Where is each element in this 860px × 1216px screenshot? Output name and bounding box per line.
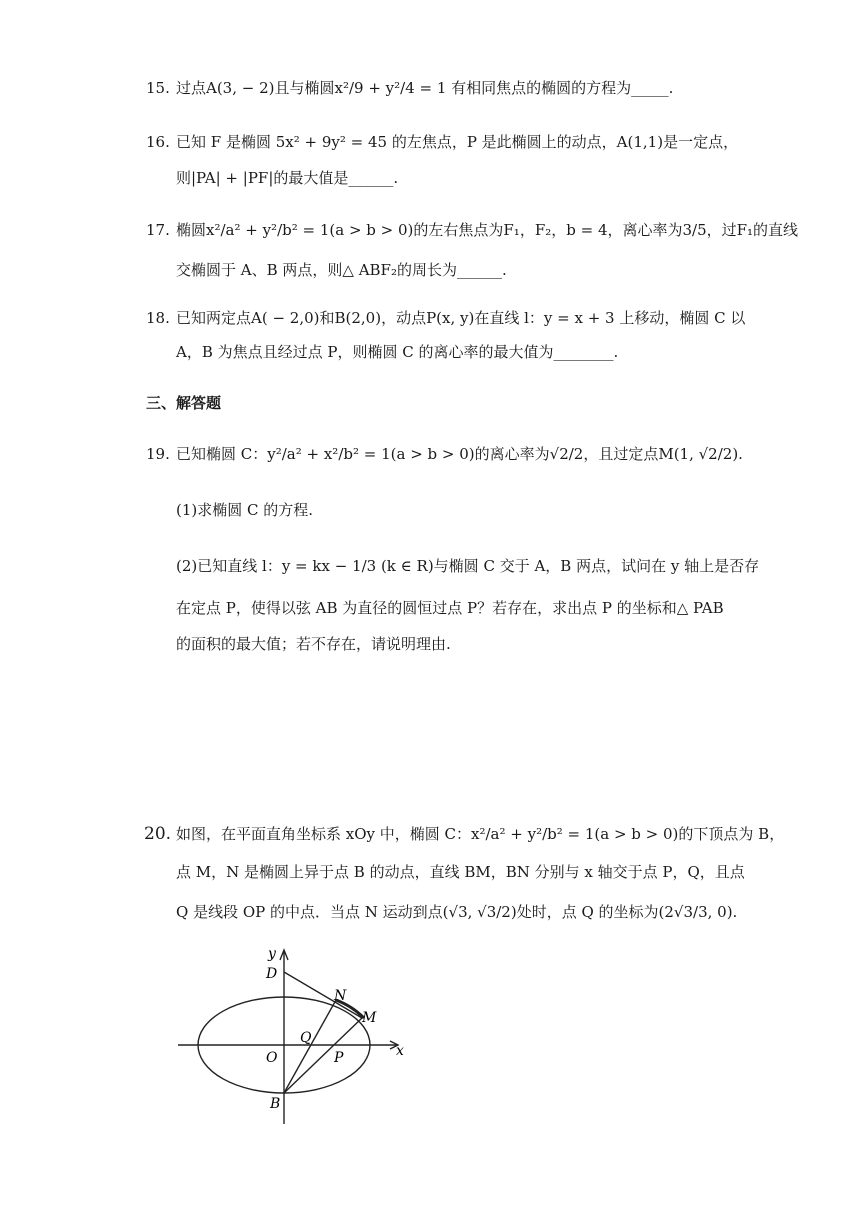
- question-text-line2: 交椭圆于 A、B 两点，则△ ABF₂的周长为______.: [176, 261, 507, 279]
- line-BM: [284, 1018, 362, 1093]
- question-19-part-2-line1: (2)已知直线 l：y = kx − 1/3 (k ∈ R)与椭圆 C 交于 A，B 两点，试问在 y 轴上是否存: [176, 557, 760, 575]
- question-text: 已知两定点A( − 2,0)和B(2,0)，动点P(x, y)在直线 l：y = x + 3 上移动，椭圆 C 以: [176, 309, 746, 327]
- question-number: 16.: [146, 133, 170, 151]
- question-text: 椭圆x²/a² + y²/b² = 1(a > b > 0)的左右焦点为F₁，F₂，b = 4，离心率为3/5，过F₁的直线: [176, 221, 799, 239]
- ellipse-figure: [176, 938, 416, 1128]
- question-20-line3: Q 是线段 OP 的中点．当点 N 运动到点(√3, √3/2)处时，点 Q 的坐标为(2√3/3, 0).: [176, 903, 738, 921]
- label-O: O: [266, 1050, 278, 1066]
- line-DM: [284, 972, 362, 1018]
- question-text-line2: 则|PA| + |PF|的最大值是______.: [176, 169, 399, 187]
- question-number: 17.: [146, 221, 170, 239]
- question-20-line1: 如图，在平面直角坐标系 xOy 中，椭圆 C：x²/a² + y²/b² = 1(a > b > 0)的下顶点为 B，: [176, 825, 785, 843]
- question-number-20: 20.: [144, 824, 172, 844]
- label-x: x: [396, 1043, 404, 1059]
- question-19-part-1: (1)求椭圆 C 的方程.: [176, 501, 314, 519]
- question-number: 18.: [146, 309, 170, 327]
- question-19-part-2-line2: 在定点 P，使得以弦 AB 为直径的圆恒过点 P？若存在，求出点 P 的坐标和△ PAB: [176, 599, 724, 617]
- question-text: 已知椭圆 C：y²/a² + x²/b² = 1(a > b > 0)的离心率为√2/2，且过定点M(1, √2/2).: [176, 445, 743, 463]
- line-BN: [284, 1000, 336, 1093]
- question-text-line2: A，B 为焦点且经过点 P，则椭圆 C 的离心率的最大值为________.: [176, 343, 619, 361]
- label-B: B: [270, 1096, 281, 1112]
- question-text: 已知 F 是椭圆 5x² + 9y² = 45 的左焦点，P 是此椭圆上的动点，A(1,1)是一定点，: [176, 133, 739, 151]
- question-20-line2: 点 M，N 是椭圆上异于点 B 的动点，直线 BM，BN 分别与 x 轴交于点 P，Q，且点: [176, 863, 745, 881]
- question-number: 19.: [146, 445, 170, 463]
- label-N: N: [334, 988, 347, 1004]
- label-Q: Q: [300, 1030, 312, 1046]
- question-number: 15.: [146, 79, 170, 97]
- label-P: P: [334, 1050, 344, 1066]
- question-text: 过点A(3, − 2)且与椭圆x²/9 + y²/4 = 1 有相同焦点的椭圆的方程为_____.: [176, 79, 674, 97]
- section-heading: 三、解答题: [146, 394, 222, 412]
- label-D: D: [266, 966, 278, 982]
- question-19-part-2-line3: 的面积的最大值；若不存在，请说明理由.: [176, 635, 451, 653]
- label-y: y: [268, 946, 276, 962]
- label-M: M: [362, 1010, 377, 1026]
